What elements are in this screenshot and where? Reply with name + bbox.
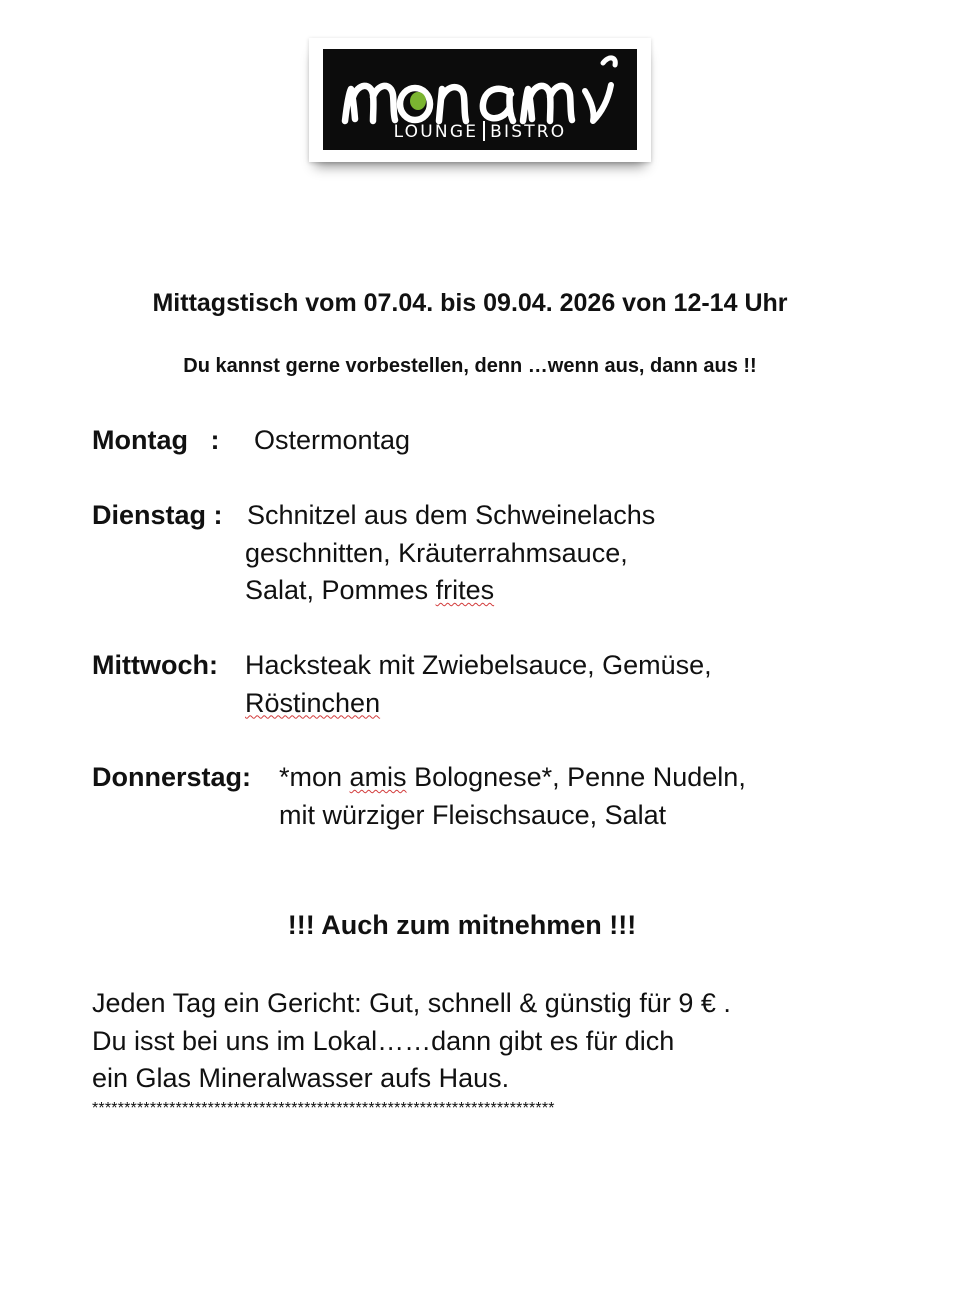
day-label-dienstag: Dienstag : — [92, 500, 223, 530]
spellcheck-word: frites — [435, 575, 495, 605]
footer-offer — [92, 985, 731, 1098]
dish-donnerstag-line1-c: Bolognese*, Penne Nudeln, — [406, 762, 746, 792]
takeaway-note: !!! Auch zum mitnehmen !!! — [287, 910, 637, 940]
menu-row-mittwoch — [92, 647, 712, 722]
dish-mittwoch-line1: Hacksteak mit Zwiebelsauce, Gemüse, — [245, 650, 712, 680]
menu-row-montag — [92, 422, 410, 460]
dish-donnerstag-line1-a: *mon — [279, 762, 350, 792]
logo-frame — [309, 38, 651, 162]
dish-montag: Ostermontag — [254, 425, 411, 455]
dish-mittwoch-line2 — [92, 685, 712, 723]
logo — [323, 49, 637, 150]
footer-line-2: Du isst bei uns im Lokal……dann gibt es für dich — [92, 1025, 675, 1056]
day-label-montag: Montag : — [92, 425, 220, 455]
star-divider: ************************************************************************ — [92, 1100, 555, 1117]
dish-dienstag-line3-text: Salat, Pommes — [245, 575, 436, 605]
logo-lounge: LOUNGE — [393, 122, 479, 142]
footer-line-1: Jeden Tag ein Gericht: Gut, schnell & günstig für 9 € . — [92, 988, 731, 1018]
preorder-note: Du kannst gerne vorbestellen, denn …wenn aus, dann aus !! — [183, 355, 757, 377]
day-label-mittwoch: Mittwoch: — [92, 650, 218, 680]
menu-row-donnerstag — [92, 759, 746, 834]
spellcheck-word: amis — [349, 762, 407, 792]
dish-dienstag-line3 — [92, 572, 655, 610]
day-label-donnerstag: Donnerstag: — [92, 762, 252, 792]
spellcheck-word: Röstinchen — [245, 687, 381, 718]
logo-bistro: BISTRO — [490, 122, 567, 142]
page-title: Mittagstisch vom 07.04. bis 09.04. 2026 von 12-14 Uhr — [152, 289, 788, 317]
dish-dienstag-line2: geschnitten, Kräuterrahmsauce, — [245, 537, 628, 568]
footer-line-3: ein Glas Mineralwasser aufs Haus. — [92, 1063, 510, 1093]
logo-subtitle — [323, 121, 637, 142]
dish-dienstag-line1: Schnitzel aus dem Schweinelachs — [247, 500, 656, 530]
logo-separator — [483, 121, 485, 141]
menu-row-dienstag — [92, 497, 655, 610]
dish-donnerstag-line2: mit würziger Fleischsauce, Salat — [279, 799, 667, 830]
